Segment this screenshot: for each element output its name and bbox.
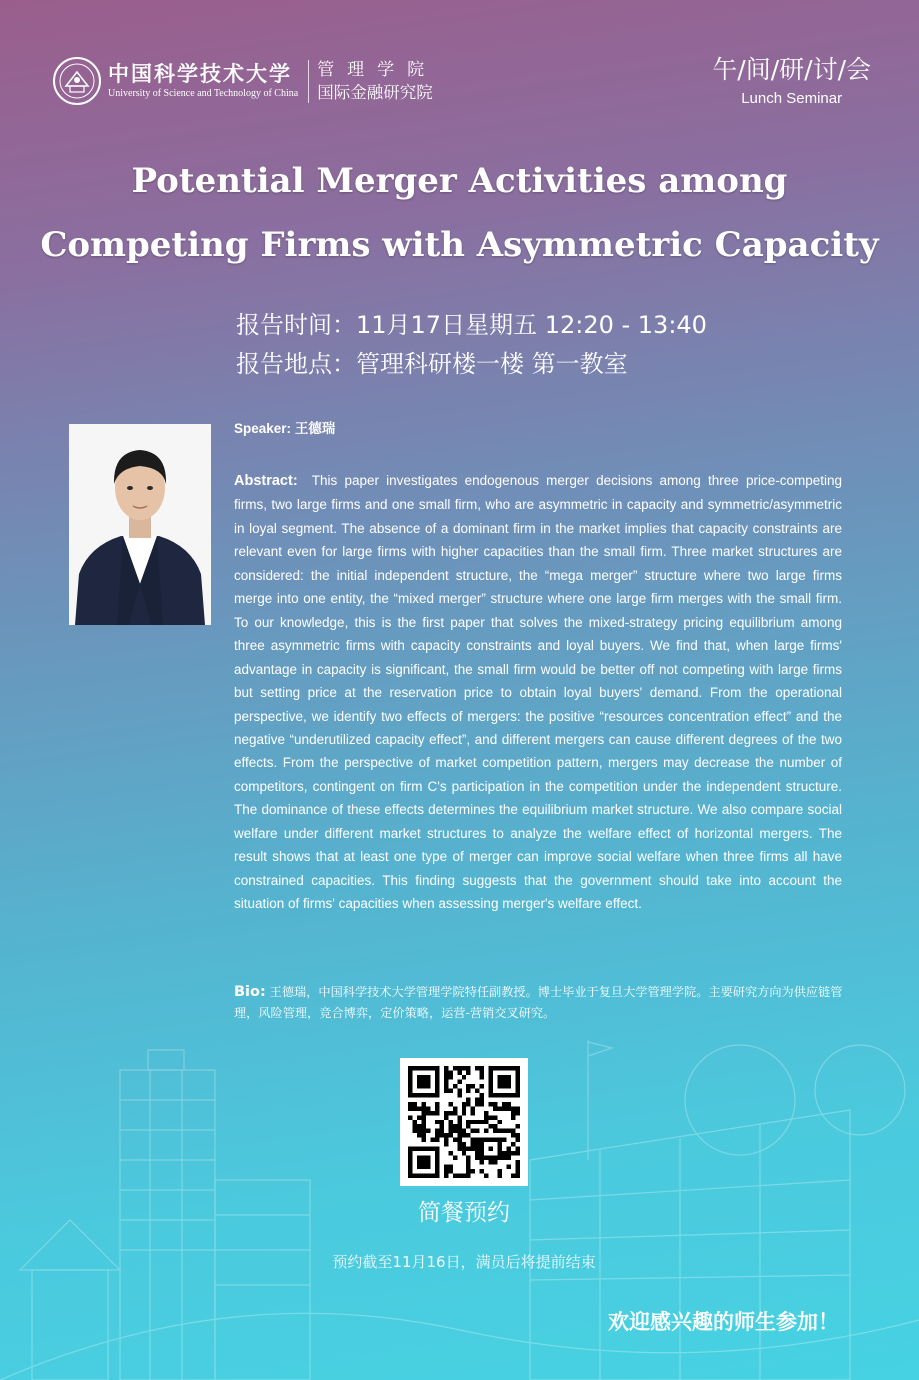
registration-title: 简餐预约 (418, 1200, 510, 1226)
seminar-label (712, 54, 871, 109)
qr-code-icon (408, 1066, 520, 1178)
talk-time: 报告时间：11月17日星期五 12:20 - 13:40 (236, 311, 707, 339)
speaker-label: Speaker: (234, 421, 292, 436)
school-name-block (308, 60, 437, 103)
university-logo-group (52, 56, 437, 106)
abstract-text: This paper investigates endogenous merger decisions among three price-competing firms, two large firms and one small firm, who are asymmetric in capacity and symmetric/asymmetric in loyal segment. The absence of a dominant firm in the market implies that capacity constraints are relevant even for large firms with higher capacities than the small firm. Three market structures are considered: the initial independent structure, the “mega merger” structure where two large firms merge into one entity, the “mixed merger” structure where one large firm merges with the small firm. To our knowledge, this is the first paper that solves the mixed-strategy pricing equilibrium among three asymmetric firms with capacity constraints and loyal buyers. We find that, when large firms' advantage in capacity is significant, the small firm would be better off not competing with large firms but setting price at the reservation price to obtain loyal buyers' demand. From the operational perspective, we identify two effects of mergers: the positive “resources concentration effect” and the negative “underutilized capacity effect”, and different mergers can cause different degrees of the two effects. From the perspective of market competition pattern, mergers may decrease the number of competitors, contingent on firm C's participation in the competition under the independent structure. The dominance of these effects determines the equilibrium market structure. We also compare social welfare under different market structures to analyze the welfare effect of horizontal mergers. The result shows that at least one type of merger can improve social welfare when three firms all have constrained capacities. This finding suggests that the government should take into account the situation of firms' capacities when assessing merger's welfare effect. (234, 473, 842, 912)
abstract-label: Abstract: (234, 473, 298, 489)
talk-title-line1: Potential Merger Activities among (131, 161, 788, 201)
abstract-paragraph (234, 469, 842, 916)
university-name-block (108, 62, 298, 100)
school-name-line2: 国际金融研究院 (317, 82, 433, 102)
university-seal-icon (52, 56, 102, 106)
registration-qr-code[interactable] (400, 1058, 528, 1186)
university-name-en: University of Science and Technology of China (108, 88, 299, 99)
welcome-message: 欢迎感兴趣的师生参加！ (608, 1310, 839, 1334)
school-name-line1: 管理学院 (317, 59, 438, 80)
registration-deadline: 预约截至11月16日，满员后将提前结束 (332, 1253, 596, 1271)
speaker-photo (69, 424, 211, 625)
seminar-label-cn: 午/间/研/讨/会 (712, 55, 871, 84)
speaker-portrait-illustration (69, 424, 211, 625)
bio-paragraph (234, 982, 844, 1024)
seminar-label-en: Lunch Seminar (741, 90, 843, 107)
talk-title-line2: Competing Firms with Asymmetric Capacity (40, 225, 879, 265)
bio-text: 王德瑞，中国科学技术大学管理学院特任副教授。博士毕业于复旦大学管理学院。主要研究方向为供应链管理，风险管理，竞合博弈，定价策略，运营-营销交叉研究。 (234, 985, 843, 1020)
university-name-cn: 中国科学技术大学 (108, 61, 292, 86)
speaker-line (234, 419, 335, 439)
talk-location: 报告地点：管理科研楼一楼 第一教室 (236, 350, 628, 378)
speaker-name: 王德瑞 (294, 421, 336, 436)
bio-label: Bio: (234, 984, 266, 1000)
